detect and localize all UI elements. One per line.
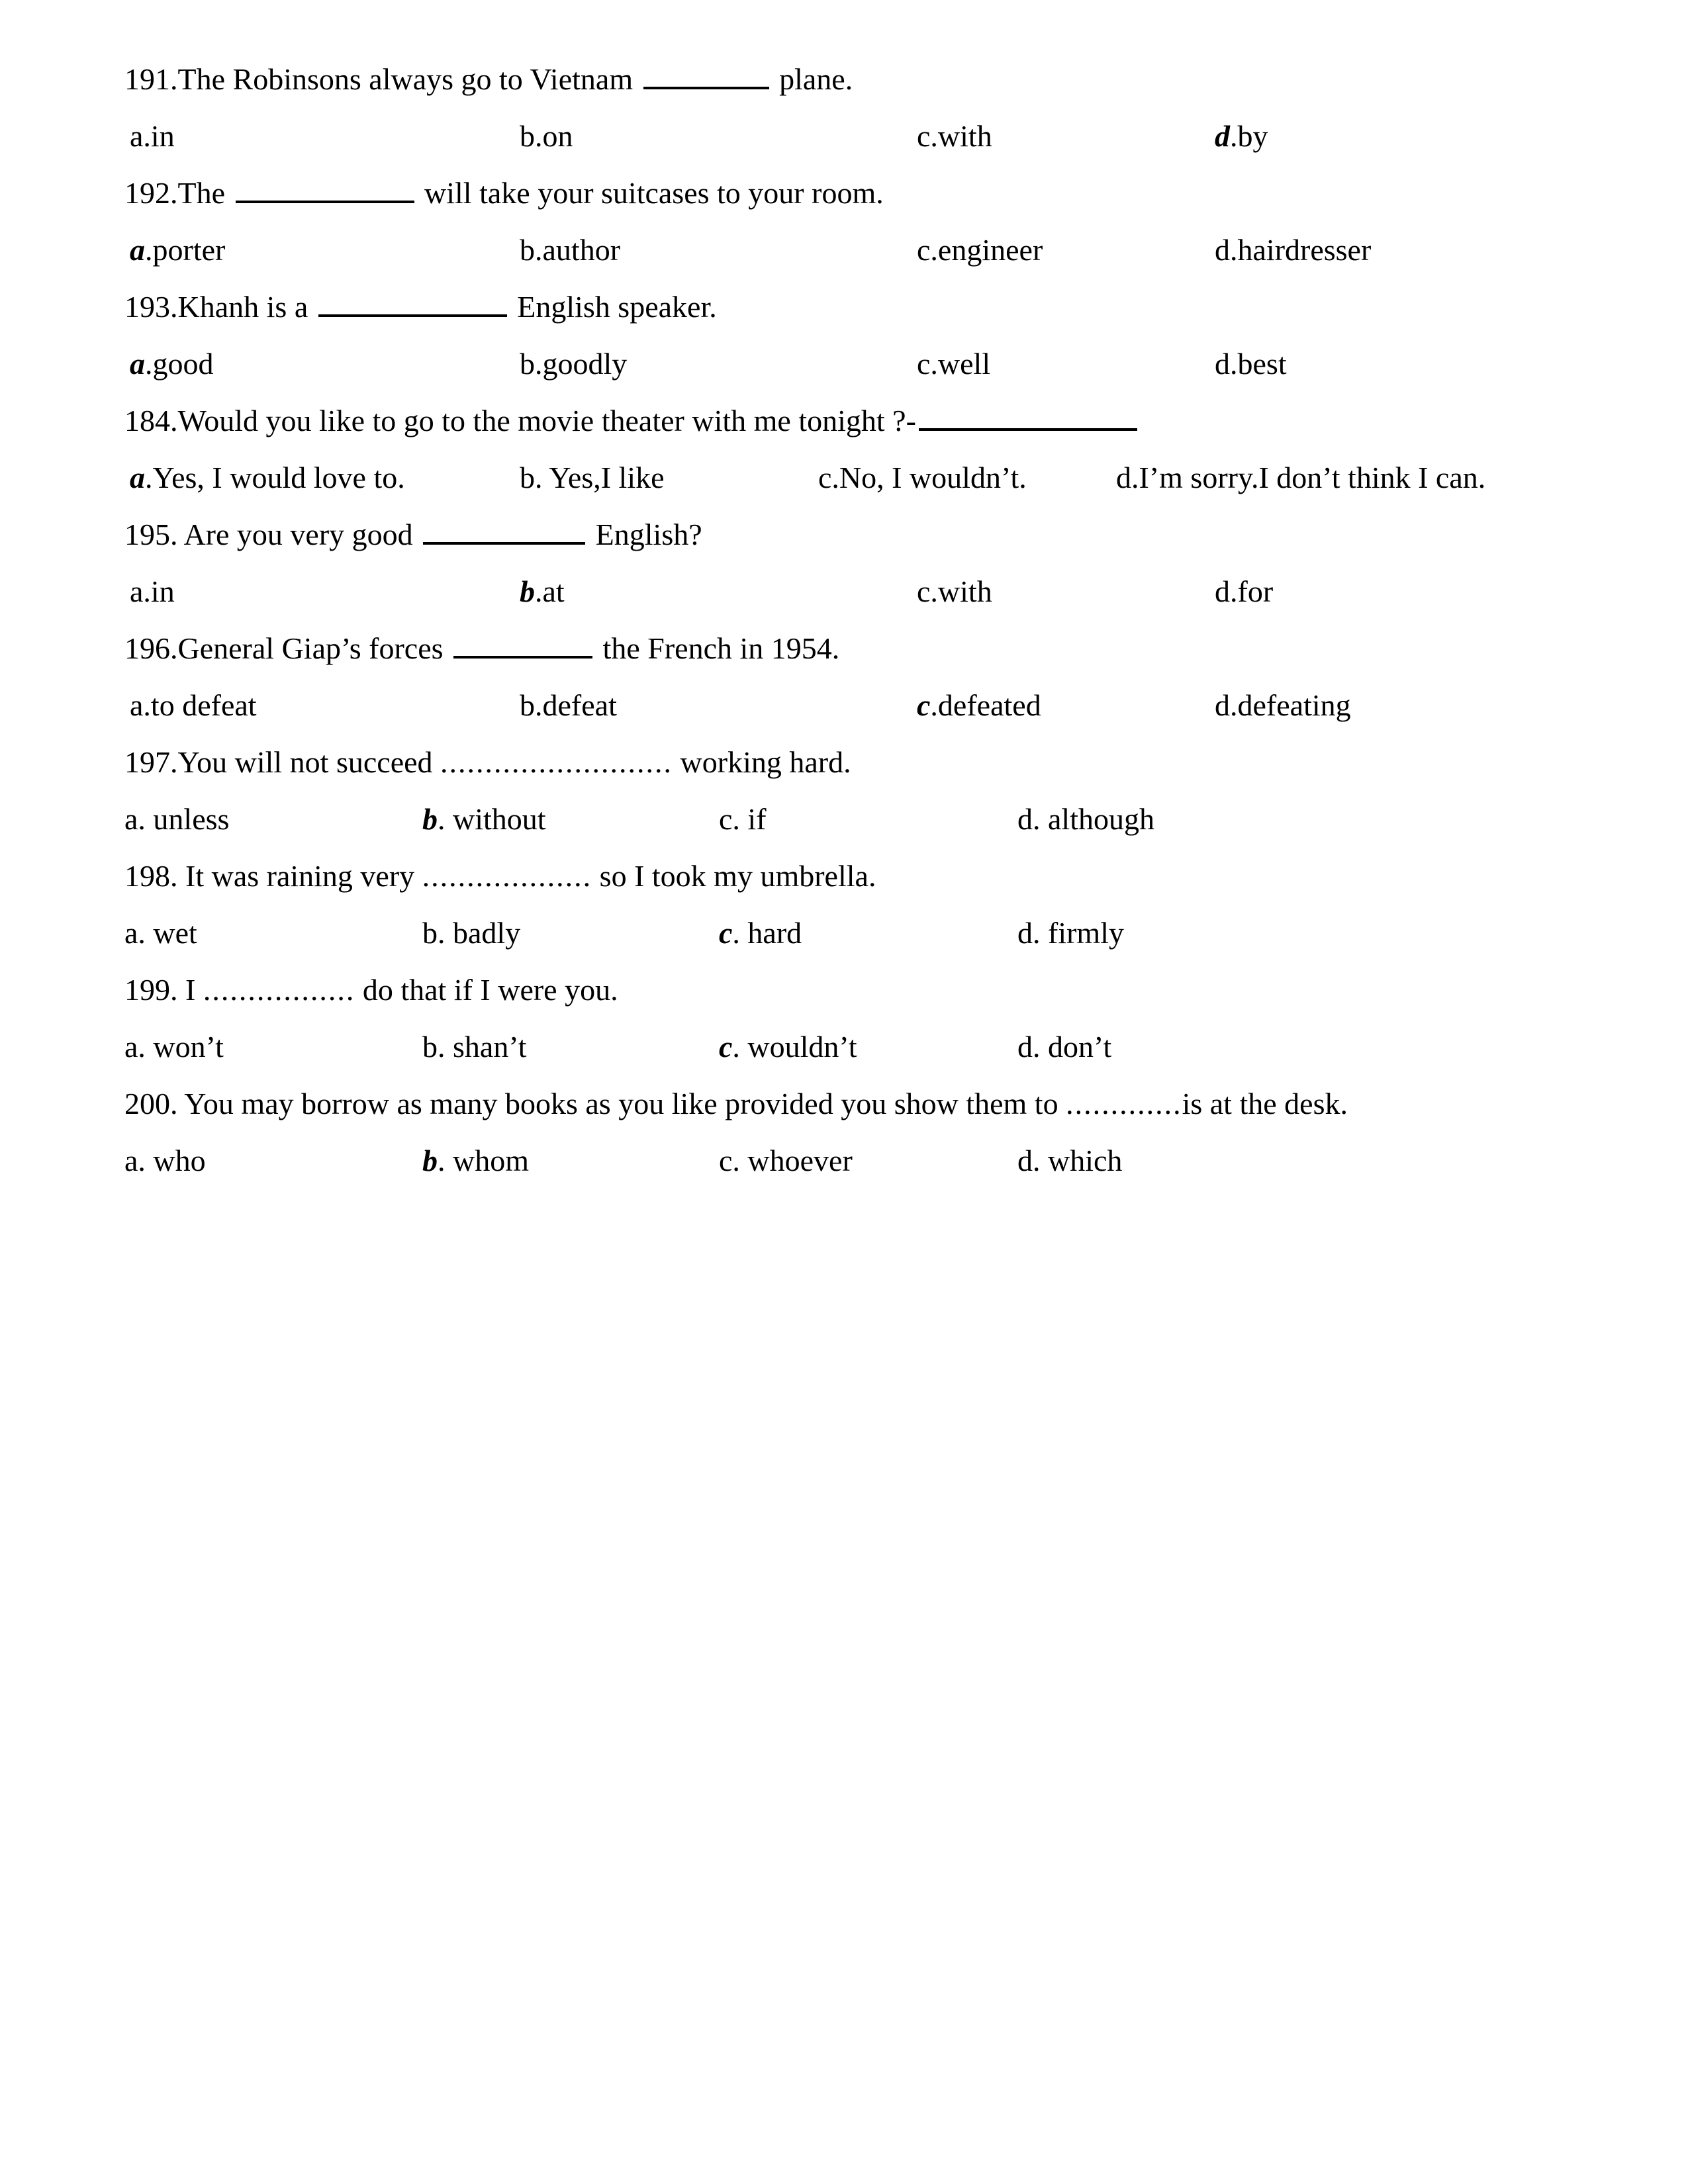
option-separator: . bbox=[438, 1144, 453, 1177]
option-text: hard bbox=[747, 916, 802, 950]
option-text: with bbox=[937, 119, 992, 153]
option-letter: c bbox=[719, 916, 733, 950]
option-text: author bbox=[542, 233, 621, 267]
option-separator: . bbox=[1230, 347, 1238, 381]
option-text: whom bbox=[453, 1144, 529, 1177]
answer-option-b bbox=[422, 1023, 527, 1071]
option-letter: b bbox=[422, 1030, 438, 1064]
option-text: don’t bbox=[1048, 1030, 1112, 1064]
option-separator: . bbox=[438, 1030, 453, 1064]
option-text: Yes, I would love to. bbox=[152, 461, 405, 494]
answer-option-d bbox=[1215, 113, 1268, 160]
option-letter: d bbox=[1215, 574, 1230, 608]
answer-blank bbox=[643, 56, 769, 89]
options-line bbox=[0, 454, 1688, 502]
option-separator: . bbox=[1131, 461, 1139, 494]
question-text bbox=[124, 56, 853, 103]
option-letter: d bbox=[1215, 233, 1230, 267]
option-separator: . bbox=[535, 233, 543, 267]
answer-dots: .......................... bbox=[440, 745, 673, 779]
option-text: at bbox=[542, 574, 565, 608]
option-letter: c bbox=[917, 119, 931, 153]
option-letter: a bbox=[124, 916, 138, 950]
option-separator: . bbox=[930, 688, 938, 722]
answer-option-b bbox=[520, 568, 565, 615]
option-letter: d bbox=[1215, 688, 1230, 722]
option-separator: . bbox=[535, 119, 543, 153]
option-letter: b bbox=[520, 688, 535, 722]
answer-option-d bbox=[1215, 568, 1273, 615]
answer-option-c bbox=[917, 682, 1041, 729]
option-text: although bbox=[1048, 802, 1154, 836]
option-separator: . bbox=[145, 233, 153, 267]
option-separator: . bbox=[138, 1144, 154, 1177]
option-separator: . bbox=[143, 119, 151, 153]
option-text: whoever bbox=[747, 1144, 853, 1177]
option-letter: c bbox=[719, 1144, 733, 1177]
option-text: porter bbox=[152, 233, 226, 267]
option-separator: . bbox=[535, 688, 543, 722]
options-line bbox=[0, 226, 1688, 274]
answer-option-a bbox=[130, 113, 175, 160]
answer-option-b bbox=[520, 454, 665, 502]
option-text: defeated bbox=[937, 688, 1041, 722]
answer-option-a bbox=[130, 568, 175, 615]
option-letter: d bbox=[1017, 1030, 1033, 1064]
answer-option-d bbox=[1215, 682, 1351, 729]
question-tail: will take your suitcases to your room. bbox=[416, 176, 884, 210]
option-text: wet bbox=[153, 916, 197, 950]
option-separator: . bbox=[732, 916, 748, 950]
option-text: good bbox=[152, 347, 214, 381]
option-text: which bbox=[1048, 1144, 1123, 1177]
answer-option-b bbox=[422, 796, 546, 843]
option-separator: . bbox=[143, 574, 151, 608]
options-line bbox=[0, 113, 1688, 160]
option-separator: . bbox=[930, 233, 938, 267]
question-line bbox=[0, 625, 1688, 672]
answer-option-c bbox=[917, 113, 992, 160]
answer-option-d bbox=[1017, 909, 1124, 957]
question-text bbox=[124, 283, 717, 331]
option-letter: a bbox=[130, 233, 145, 267]
option-text: for bbox=[1237, 574, 1274, 608]
question-line bbox=[0, 283, 1688, 331]
question-stem: 196.General Giap’s forces bbox=[124, 631, 451, 665]
option-letter: c bbox=[818, 461, 832, 494]
options-line bbox=[0, 1023, 1688, 1071]
option-text: if bbox=[747, 802, 767, 836]
option-text: wouldn’t bbox=[747, 1030, 857, 1064]
question-line bbox=[0, 169, 1688, 217]
option-text: who bbox=[153, 1144, 206, 1177]
option-separator: . bbox=[732, 802, 748, 836]
question-tail: do that if I were you. bbox=[355, 973, 618, 1007]
option-letter: a bbox=[130, 347, 145, 381]
option-separator: . bbox=[1230, 574, 1238, 608]
option-separator: . bbox=[930, 119, 938, 153]
answer-option-a bbox=[124, 796, 229, 843]
option-letter: c bbox=[917, 233, 931, 267]
answer-option-c bbox=[917, 568, 992, 615]
answer-option-b bbox=[520, 226, 620, 274]
option-text: firmly bbox=[1048, 916, 1124, 950]
option-text: well bbox=[937, 347, 991, 381]
options-line bbox=[0, 682, 1688, 729]
question-stem: 197.You will not succeed bbox=[124, 745, 441, 779]
answer-blank bbox=[453, 625, 592, 659]
question-text bbox=[124, 966, 618, 1014]
option-text: won’t bbox=[153, 1030, 224, 1064]
answer-option-d bbox=[1017, 1023, 1111, 1071]
question-stem: 200. You may borrow as many books as you like provided you show them to bbox=[124, 1087, 1066, 1120]
options-line bbox=[0, 796, 1688, 843]
option-text: No, I wouldn’t. bbox=[839, 461, 1027, 494]
answer-option-b bbox=[520, 113, 573, 160]
question-text bbox=[124, 739, 851, 786]
question-tail: so I took my umbrella. bbox=[592, 859, 876, 893]
answer-option-d bbox=[1215, 340, 1287, 388]
options-line bbox=[0, 340, 1688, 388]
option-text: hairdresser bbox=[1237, 233, 1372, 267]
question-line bbox=[0, 966, 1688, 1014]
answer-option-c bbox=[719, 909, 802, 957]
option-separator: . bbox=[535, 574, 543, 608]
answer-option-a bbox=[124, 1137, 206, 1185]
option-separator: . bbox=[1033, 802, 1048, 836]
option-letter: b bbox=[422, 1144, 438, 1177]
question-tail: the French in 1954. bbox=[595, 631, 840, 665]
option-text: to defeat bbox=[150, 688, 257, 722]
question-line bbox=[0, 739, 1688, 786]
question-line bbox=[0, 1080, 1688, 1128]
answer-option-b bbox=[422, 1137, 529, 1185]
question-stem: 184.Would you like to go to the movie theater with me tonight ?- bbox=[124, 404, 916, 437]
question-text bbox=[124, 169, 884, 217]
option-separator: . bbox=[1033, 1144, 1048, 1177]
answer-option-c bbox=[719, 1023, 857, 1071]
option-separator: . bbox=[1230, 119, 1238, 153]
option-letter: a bbox=[130, 119, 144, 153]
option-separator: . bbox=[831, 461, 839, 494]
option-letter: c bbox=[917, 347, 931, 381]
option-text: best bbox=[1237, 347, 1287, 381]
option-letter: b bbox=[520, 574, 535, 608]
options-line bbox=[0, 1137, 1688, 1185]
option-letter: b bbox=[520, 347, 535, 381]
answer-blank bbox=[423, 512, 585, 545]
question-line bbox=[0, 56, 1688, 103]
answer-option-a bbox=[124, 909, 197, 957]
answer-dots: ................... bbox=[422, 859, 592, 893]
option-letter: c bbox=[917, 688, 931, 722]
option-letter: a bbox=[124, 1030, 138, 1064]
option-letter: a bbox=[124, 802, 138, 836]
answer-option-a bbox=[130, 226, 225, 274]
option-text: without bbox=[453, 802, 546, 836]
question-stem: 191.The Robinsons always go to Vietnam bbox=[124, 62, 641, 96]
option-separator: . bbox=[930, 574, 938, 608]
option-letter: c bbox=[719, 1030, 733, 1064]
option-letter: b bbox=[520, 119, 535, 153]
answer-option-d bbox=[1017, 796, 1154, 843]
question-tail: English? bbox=[588, 518, 702, 551]
option-letter: d bbox=[1215, 347, 1230, 381]
answer-option-a bbox=[130, 340, 214, 388]
option-separator: . bbox=[1033, 1030, 1048, 1064]
option-separator: . bbox=[732, 1144, 748, 1177]
question-stem: 192.The bbox=[124, 176, 233, 210]
option-separator: . bbox=[1230, 688, 1238, 722]
question-text bbox=[124, 397, 1140, 445]
option-separator: . bbox=[930, 347, 938, 381]
answer-blank bbox=[919, 398, 1137, 431]
option-text: goodly bbox=[542, 347, 628, 381]
option-letter: b bbox=[520, 461, 535, 494]
answer-option-b bbox=[520, 340, 627, 388]
option-text: engineer bbox=[937, 233, 1043, 267]
answer-option-a bbox=[130, 454, 405, 502]
answer-option-d bbox=[1017, 1137, 1122, 1185]
option-separator: . bbox=[138, 1030, 154, 1064]
option-separator: . bbox=[1033, 916, 1048, 950]
option-letter: a bbox=[130, 461, 145, 494]
answer-option-d bbox=[1215, 226, 1371, 274]
answer-option-b bbox=[520, 682, 617, 729]
option-text: defeat bbox=[542, 688, 617, 722]
answer-option-a bbox=[124, 1023, 224, 1071]
question-line bbox=[0, 511, 1688, 559]
option-letter: d bbox=[1017, 802, 1033, 836]
option-separator: . bbox=[438, 916, 453, 950]
option-text: unless bbox=[153, 802, 230, 836]
answer-option-c bbox=[818, 454, 1027, 502]
option-separator: . bbox=[138, 916, 154, 950]
option-text: on bbox=[542, 119, 573, 153]
answer-dots: ............. bbox=[1066, 1087, 1182, 1120]
answer-option-c bbox=[917, 340, 990, 388]
option-letter: d bbox=[1215, 119, 1230, 153]
option-letter: b bbox=[422, 916, 438, 950]
option-text: Yes,I like bbox=[549, 461, 665, 494]
answer-option-c bbox=[719, 1137, 853, 1185]
question-stem: 193.Khanh is a bbox=[124, 290, 316, 324]
question-tail: is at the desk. bbox=[1182, 1087, 1348, 1120]
option-letter: a bbox=[130, 574, 144, 608]
answer-blank bbox=[318, 284, 507, 317]
answer-option-c bbox=[917, 226, 1043, 274]
option-separator: . bbox=[732, 1030, 748, 1064]
option-text: in bbox=[150, 574, 175, 608]
option-separator: . bbox=[535, 347, 543, 381]
options-line bbox=[0, 568, 1688, 615]
options-line bbox=[0, 909, 1688, 957]
question-tail: plane. bbox=[771, 62, 853, 96]
answer-option-d bbox=[1116, 454, 1485, 502]
option-text: with bbox=[937, 574, 992, 608]
option-letter: c bbox=[719, 802, 733, 836]
option-letter: c bbox=[917, 574, 931, 608]
answer-option-c bbox=[719, 796, 767, 843]
answer-option-b bbox=[422, 909, 520, 957]
option-text: by bbox=[1237, 119, 1268, 153]
option-separator: . bbox=[535, 461, 549, 494]
question-text bbox=[124, 511, 702, 559]
option-text: I’m sorry.I don’t think I can. bbox=[1139, 461, 1486, 494]
option-text: in bbox=[150, 119, 175, 153]
question-text bbox=[124, 852, 876, 900]
question-stem: 195. Are you very good bbox=[124, 518, 421, 551]
question-stem: 199. I bbox=[124, 973, 203, 1007]
option-letter: d bbox=[1017, 916, 1033, 950]
answer-dots: ................. bbox=[203, 973, 355, 1007]
option-separator: . bbox=[438, 802, 453, 836]
option-letter: a bbox=[130, 688, 144, 722]
answer-blank bbox=[236, 170, 414, 203]
question-tail: English speaker. bbox=[509, 290, 717, 324]
option-letter: a bbox=[124, 1144, 138, 1177]
option-separator: . bbox=[1230, 233, 1238, 267]
option-separator: . bbox=[145, 347, 153, 381]
answer-option-a bbox=[130, 682, 257, 729]
option-text: shan’t bbox=[453, 1030, 527, 1064]
option-letter: b bbox=[422, 802, 438, 836]
question-stem: 198. It was raining very bbox=[124, 859, 422, 893]
option-letter: d bbox=[1116, 461, 1131, 494]
option-letter: d bbox=[1017, 1144, 1033, 1177]
option-separator: . bbox=[143, 688, 151, 722]
question-line bbox=[0, 852, 1688, 900]
question-text bbox=[124, 625, 839, 672]
option-text: badly bbox=[453, 916, 521, 950]
option-separator: . bbox=[145, 461, 153, 494]
option-text: defeating bbox=[1237, 688, 1351, 722]
question-text bbox=[124, 1080, 1348, 1128]
question-tail: working hard. bbox=[673, 745, 851, 779]
question-line bbox=[0, 397, 1688, 445]
option-separator: . bbox=[138, 802, 154, 836]
option-letter: b bbox=[520, 233, 535, 267]
